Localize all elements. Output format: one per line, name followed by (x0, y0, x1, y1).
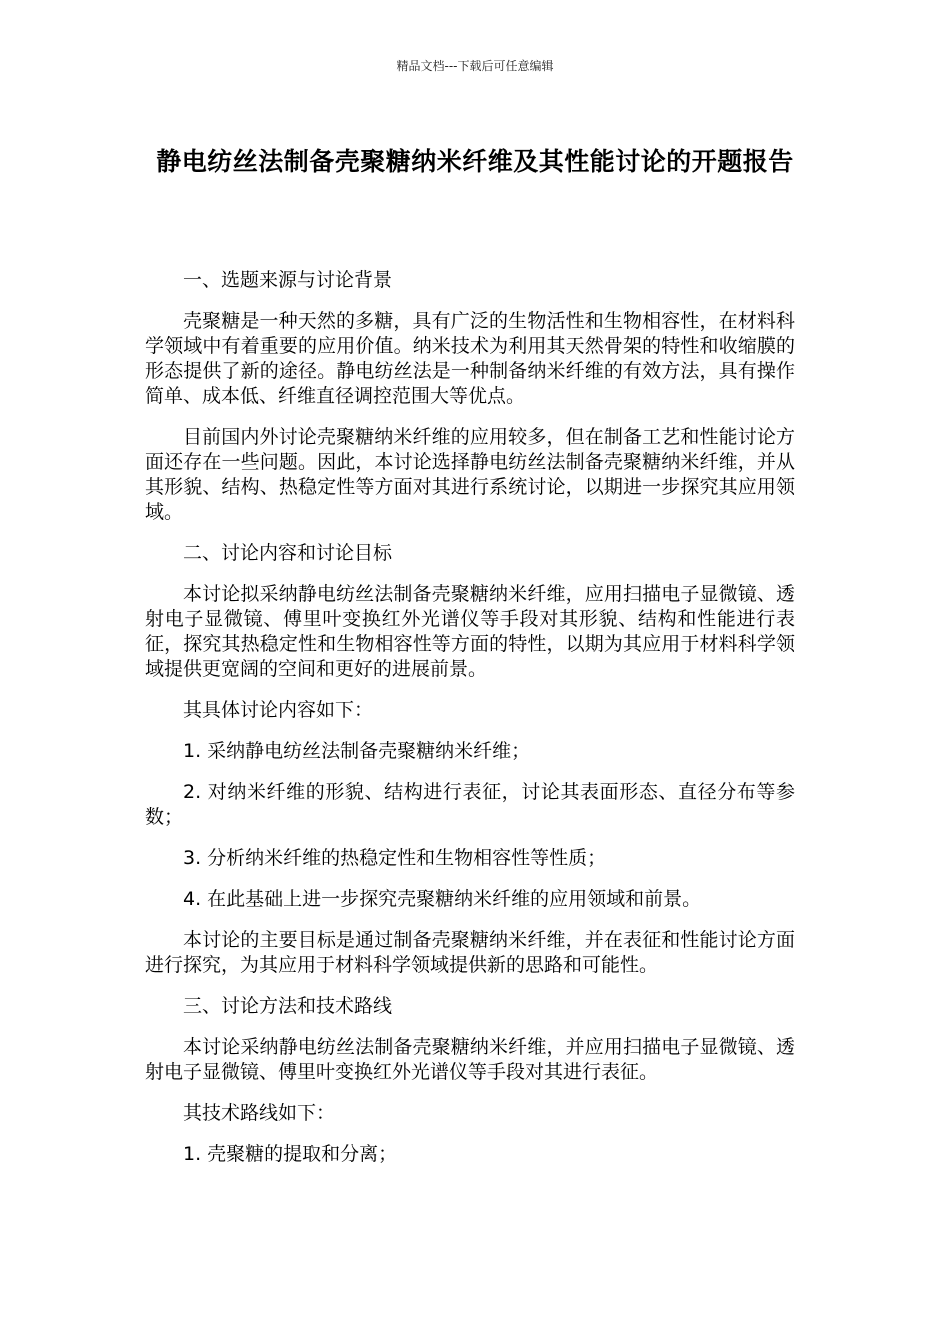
paragraph-goal: 本讨论的主要目标是通过制备壳聚糖纳米纤维，并在表征和性能讨论方面进行探究，为其应用于材料科学领域提供新的思路和可能性。 (145, 929, 795, 976)
list-item: 1. 采纳静电纺丝法制备壳聚糖纳米纤维； (183, 740, 531, 762)
list-item: 3. 分析纳米纤维的热稳定性和生物相容性等性质； (183, 847, 607, 869)
list-item: 2. 对纳米纤维的形貌、结构进行表征，讨论其表面形态、直径分布等参数； (145, 781, 795, 828)
paragraph-background-1: 壳聚糖是一种天然的多糖，具有广泛的生物活性和生物相容性，在材料科学领域中有着重要的应用价值。纳米技术为利用其天然骨架的特性和收缩膜的形态提供了新的途径。静电纺丝法是一种制备纳米纤维的有效方法，具有操作简单、成本低、纤维直径调控范围大等优点。 (145, 310, 795, 407)
section-heading-2: 二、讨论内容和讨论目标 (183, 542, 393, 564)
list-item: 4. 在此基础上进一步探究壳聚糖纳米纤维的应用领域和前景。 (183, 888, 702, 910)
section-heading-3: 三、讨论方法和技术路线 (183, 995, 393, 1017)
paragraph-method: 本讨论采纳静电纺丝法制备壳聚糖纳米纤维，并应用扫描电子显微镜、透射电子显微镜、傅里叶变换红外光谱仪等手段对其进行表征。 (145, 1036, 795, 1083)
paragraph-route-intro: 其技术路线如下： (183, 1102, 336, 1124)
paragraph-background-2: 目前国内外讨论壳聚糖纳米纤维的应用较多，但在制备工艺和性能讨论方面还存在一些问题。因此，本讨论选择静电纺丝法制备壳聚糖纳米纤维，并从其形貌、结构、热稳定性等方面对其进行系统讨论，以期进一步探究其应用领域。 (145, 426, 795, 523)
paragraph-content-intro: 其具体讨论内容如下： (183, 699, 374, 721)
document-title: 静电纺丝法制备壳聚糖纳米纤维及其性能讨论的开题报告 (156, 147, 794, 176)
section-heading-1: 一、选题来源与讨论背景 (183, 269, 393, 291)
document-body (145, 268, 795, 1183)
list-item: 1. 壳聚糖的提取和分离； (183, 1143, 398, 1165)
paragraph-content-1: 本讨论拟采纳静电纺丝法制备壳聚糖纳米纤维，应用扫描电子显微镜、透射电子显微镜、傅里叶变换红外光谱仪等手段对其形貌、结构和性能进行表征，探究其热稳定性和生物相容性等方面的特性，以期为其应用于材料科学领域提供更宽阔的空间和更好的进展前景。 (145, 583, 795, 680)
header-note: 精品文档---下载后可任意编辑 (396, 59, 554, 73)
